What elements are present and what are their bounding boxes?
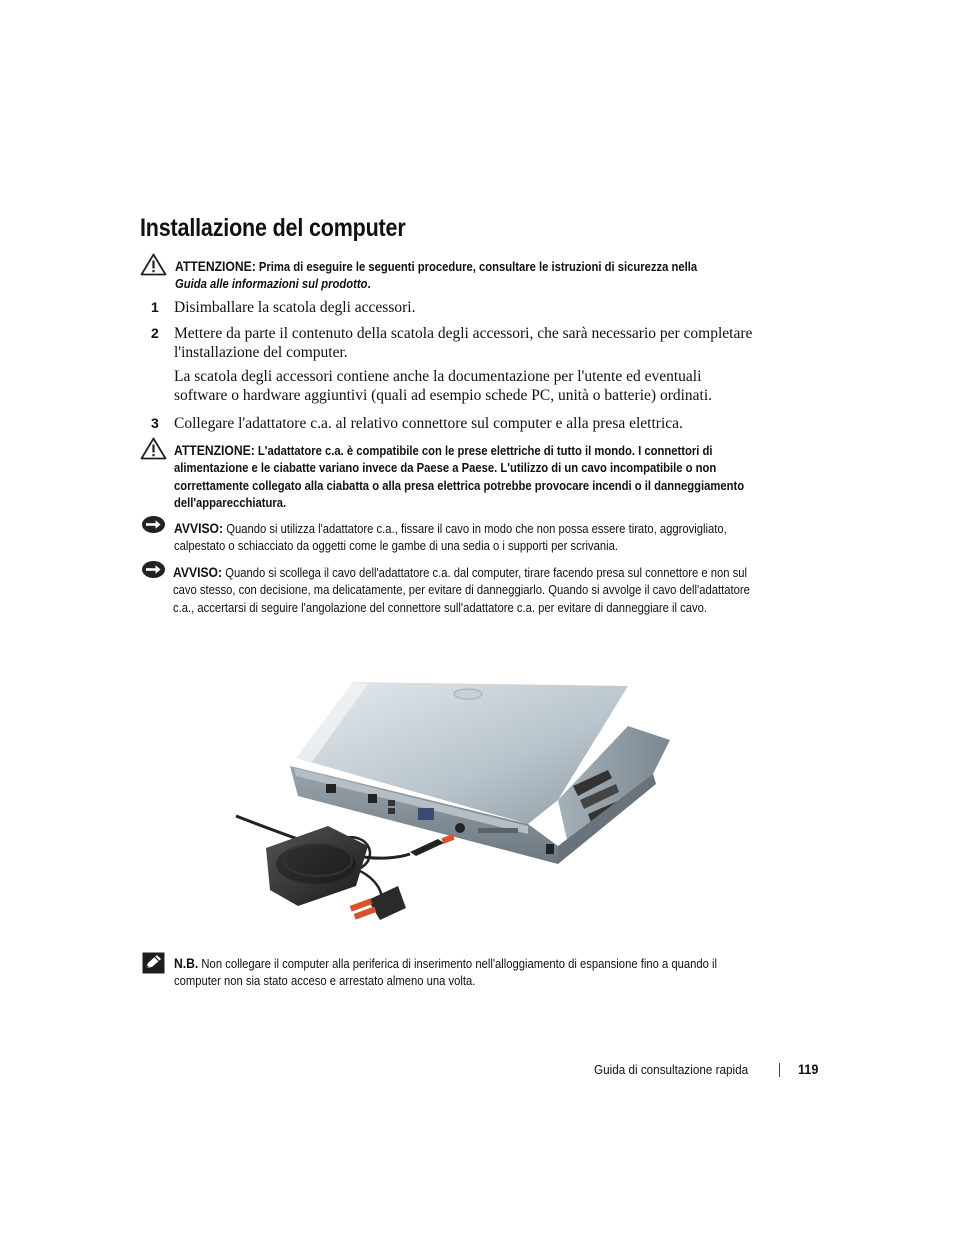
notice-note	[173, 564, 823, 617]
warning-text: Prima di eseguire le seguenti procedure, consultare le istruzioni di sicurezza nella	[258, 260, 698, 274]
warning-label: ATTENZIONE:	[174, 443, 255, 458]
nb-label: N.B.	[174, 956, 199, 971]
warning-text: L'adattatore c.a. è compatibile con le prese elettriche di tutto il mondo. I connettori di alimentazione e le ciabatte variano invece da Paese a Paese. L'utilizzo di un cavo incompatibile o non correttamente collegato alla ciabatta o alla presa elettrica potrebbe provocare incendi o il danneggiamento dell'apparecchiatura.	[174, 444, 745, 511]
warning-reference: Guida alle informazioni sul prodotto	[175, 277, 368, 292]
notice-icon	[141, 560, 166, 579]
page-number: 119	[798, 1061, 819, 1077]
step-text: Collegare l'adattatore c.a. al relativo connettore sul computer e alla presa elettrica.	[174, 415, 683, 432]
page-title: Installazione del computer	[140, 214, 406, 242]
step-number: 3	[151, 415, 159, 431]
laptop-adapter-illustration	[228, 676, 678, 932]
notice-label: AVVISO:	[174, 521, 224, 536]
warning-triangle-icon	[140, 437, 167, 460]
warning-label: ATTENZIONE:	[175, 259, 256, 274]
nb-note	[174, 955, 824, 991]
warning-note	[174, 442, 814, 513]
warning-triangle-icon	[140, 253, 167, 276]
nb-text: Non collegare il computer alla periferica di inserimento nell'alloggiamento di espansione fino a quando il computer non sia stato acceso e arrestato almeno una volta.	[174, 957, 718, 989]
step-text: Disimballare la scatola degli accessori.	[174, 299, 416, 316]
footer-title: Guida di consultazione rapida	[594, 1062, 749, 1077]
footer-separator	[779, 1063, 780, 1077]
note-pencil-icon	[142, 952, 165, 974]
notice-text: Quando si scollega il cavo dell'adattatore c.a. dal computer, tirare facendo presa sul connettore e non sul cavo stesso, con decisione, ma delicatamente, per evitare di danneggiarlo. Quando si avvolge il cavo dell'adattatore c.a., accertarsi di seguire l'angolazione del connettore sull'adattatore c.a. per evitare di danneggiare il cavo.	[173, 566, 750, 615]
step-text: Mettere da parte il contenuto della scatola degli accessori, che sarà necessario per completare l'installazione del computer.	[174, 325, 753, 361]
warning-note	[175, 258, 805, 294]
notice-text: Quando si utilizza l'adattatore c.a., fissare il cavo in modo che non possa essere tirato, aggrovigliato, calpestato o schiacciato da oggetti come le gambe di una sedia o i supporti per scrivania.	[174, 522, 727, 554]
step-number: 1	[151, 299, 159, 315]
notice-icon	[141, 515, 166, 534]
step-number: 2	[151, 325, 159, 341]
notice-label: AVVISO:	[173, 565, 223, 580]
warning-end: .	[367, 277, 371, 292]
notice-note	[174, 520, 824, 556]
step-paragraph: La scatola degli accessori contiene anche la documentazione per l'utente ed eventuali software o hardware aggiuntivi (quali ad esempio schede PC, unità o batterie) ordinati.	[174, 368, 713, 404]
